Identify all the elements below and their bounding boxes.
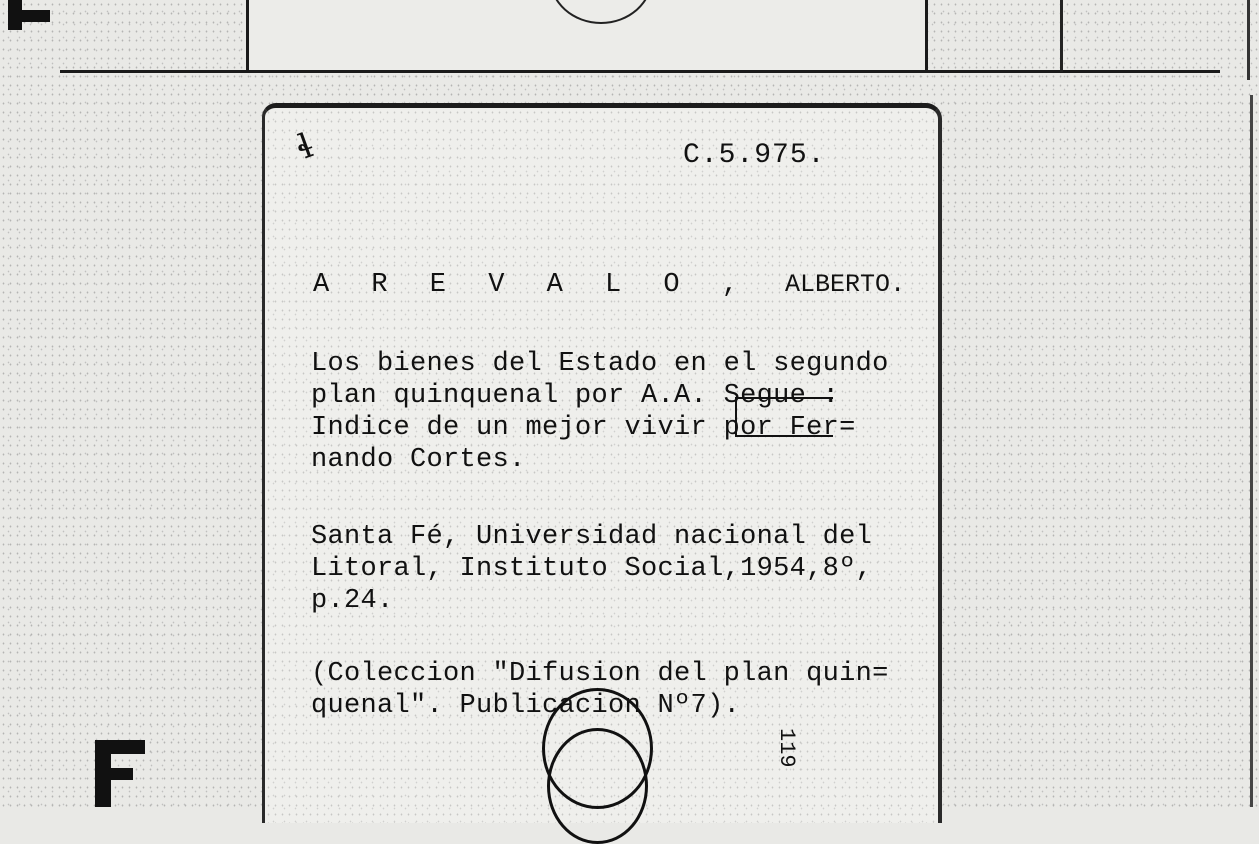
previous-card-edge	[246, 0, 928, 70]
f-marker-bottom	[95, 740, 150, 807]
bracket-annotation	[735, 397, 833, 437]
previous-card-stamp	[549, 0, 653, 24]
series-note: (Coleccion "Difusion del plan quin= quenal". Publicacion Nº7).	[311, 659, 889, 721]
stamp-circle-lower	[547, 728, 648, 844]
check-mark-icon: ɬ	[290, 125, 319, 169]
card-divider-line	[60, 70, 1220, 73]
title-statement: Los bienes del Estado en el segundo plan quinquenal por A.A. Segue : Indice de un mejor vivir por Fer= nando Cortes.	[311, 349, 889, 475]
edge-bar-right	[1247, 0, 1250, 80]
author-surname: A R E V A L O ,	[313, 270, 752, 300]
edge-bar	[1060, 0, 1063, 72]
right-edge-line	[1250, 95, 1253, 807]
f-marker-top	[0, 0, 50, 30]
call-number: C.5.975.	[683, 140, 826, 171]
imprint: Santa Fé, Universidad nacional del Litoral, Instituto Social,1954,8º, p.24.	[311, 522, 873, 616]
side-number: 119	[774, 728, 799, 768]
catalog-card	[262, 103, 942, 823]
author-heading	[313, 270, 905, 300]
author-given-name: ALBERTO.	[785, 270, 906, 299]
